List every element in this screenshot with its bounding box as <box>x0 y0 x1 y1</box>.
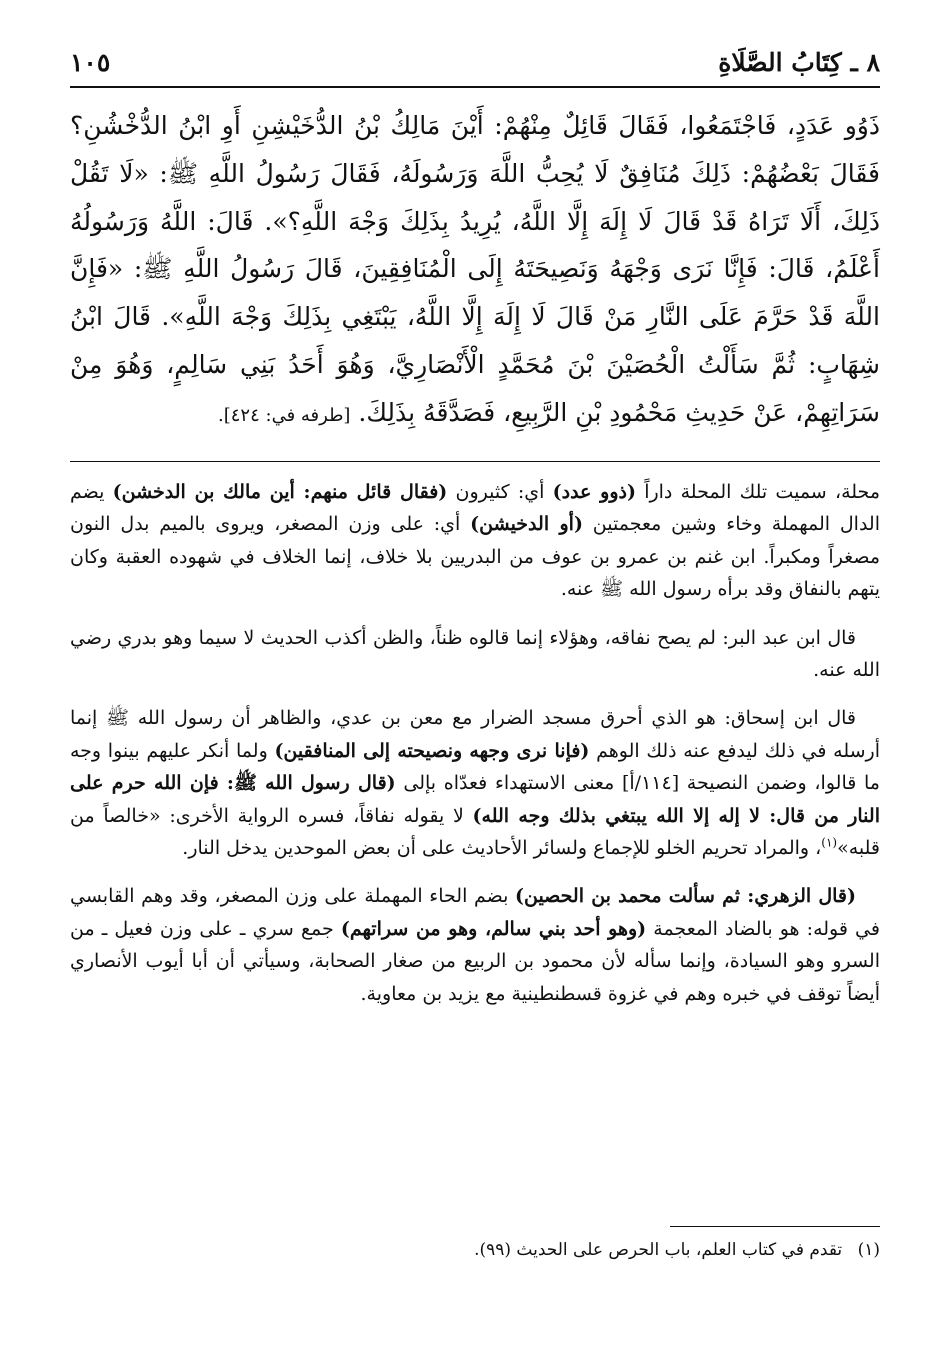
footnote <box>70 1236 880 1264</box>
chapter-title: ٨ ـ كِتَابُ الصَّلَاةِ <box>718 47 880 77</box>
commentary-paragraph-3 <box>70 702 880 864</box>
quoted-lemma: (ذوو عدد) <box>552 481 636 503</box>
text-run: لا يقوله نفاقاً، فسره الرواية الأخرى: «خالصاً من قلبه» <box>70 804 880 860</box>
footnote-number: (١) <box>857 1240 880 1260</box>
quoted-lemma: (قال رسول الله ﷺ: فإن الله حرم على النار من قال: لا إله إلا الله يبتغي بذلك وجه الله) <box>70 772 880 827</box>
quoted-lemma: (أو الدخيشن) <box>470 513 583 536</box>
footnote-text: تقدم في كتاب العلم، باب الحرص على الحديث (٩٩). <box>474 1240 843 1260</box>
commentary-paragraph-2: قال ابن عبد البر: لم يصح نفاقه، وهؤلاء إنما قالوه ظناً، والظن أكذب الحديث لا سيما وهو بدري رضي الله عنه. <box>70 626 880 682</box>
commentary-paragraph-4 <box>70 880 880 1010</box>
text-run: جمع سري ـ على وزن فعيل ـ من السرو وهو السيادة، وإنما سأله لأن محمود بن الربيع من صغار الصحابة، وسيأتي أن أبا أيوب الأنصاري أيضاً توقف في خبره وهم في غزوة قسطنطينية مع يزيد بن معاوية. <box>70 917 880 1005</box>
page-number: ١٠٥ <box>70 47 111 77</box>
text-run: يضم الدال المهملة وخاء وشين معجمتين <box>70 481 880 536</box>
header-rule <box>70 86 880 88</box>
quoted-lemma: (فقال قائل منهم: أين مالك بن الدخشن) <box>112 481 448 503</box>
hadith-body: ذَوُو عَدَدٍ، فَاجْتَمَعُوا، فَقَالَ قَائِلٌ مِنْهُمْ: أَيْنَ مَالِكُ بْنُ الدُّخَيْشِنِ أَوِ ابْنُ الدُّخْشُنِ؟ فَقَالَ بَعْضُهُمْ: ذَلِكَ مُنَافِقٌ لَا يُحِبُّ اللَّهَ وَرَسُولَهُ، فَقَالَ رَسُولُ اللَّهِ ﷺ: «لَا تَقُلْ ذَلِكَ، أَلَا تَرَاهُ قَدْ قَالَ لَا إِلَهَ إِلَّا اللَّهُ، يُرِيدُ بِذَلِكَ وَجْهَ اللَّهِ؟». قَالَ: اللَّهُ وَرَسُولُهُ أَعْلَمُ، قَالَ: فَإِنَّا نَرَى وَجْهَهُ وَنَصِيحَتَهُ إِلَى الْمُنَافِقِينَ، قَالَ رَسُولُ اللَّهِ ﷺ: «فَإِنَّ اللَّهَ قَدْ حَرَّمَ عَلَى النَّارِ مَنْ قَالَ لَا إِلَهَ إِلَّا اللَّهُ، يَبْتَغِي بِذَلِكَ وَجْهَ اللَّهِ». قَالَ ابْنُ شِهَابٍ: ثُمَّ سَأَلْتُ الْحُصَيْنَ بْنَ مُحَمَّدٍ الْأَنْصَارِيَّ، وَهُوَ أَحَدُ بَنِي سَالِمٍ، وَهُوَ مِنْ سَرَاتِهِمْ، عَنْ حَدِيثِ مَحْمُودِ بْنِ الرَّبِيعِ، فَصَدَّقَهُ بِذَلِكَ. <box>70 111 880 427</box>
footnote-rule <box>670 1226 880 1227</box>
quoted-lemma: (وهو أحد بني سالم، وهو من سراتهم) <box>340 917 647 940</box>
separator-rule <box>70 461 880 462</box>
commentary-paragraph-1 <box>70 476 880 606</box>
text-run: محلة، سميت تلك المحلة داراً <box>635 481 880 503</box>
text-run: ولما أنكر عليهم بينوا وجه ما قالوا، وضمن النصيحة [١١٤/أ] معنى الاستهداء فعدّاه بإلى <box>70 739 880 795</box>
text-run: أي: كثيرون <box>447 481 553 503</box>
text-run: بضم الحاء المهملة على وزن المصغر، وقد وهم القابسي في قوله: هو بالضاد المعجمة <box>70 885 880 940</box>
quoted-lemma: (فإنا نرى وجهه ونصيحته إلى المنافقين) <box>274 739 590 762</box>
cross-reference: [طرفه في: ٤٢٤]. <box>218 404 351 426</box>
footnote-marker[interactable]: (١) <box>821 835 838 850</box>
running-header <box>70 42 880 82</box>
text-run: قال ابن إسحاق: هو الذي أحرق مسجد الضرار مع معن بن عدي، والظاهر أن رسول الله ﷺ إنما أرسله في ذلك ليدفع عنه ذلك الوهم <box>70 707 880 762</box>
hadith-text <box>70 102 880 440</box>
text-run: أي: على وزن المصغر، ويروى بالميم بدل النون مصغراً ومكبراً. ابن غنم بن عمرو بن عوف من البدريين بلا خلاف، إنما الخلاف في شهوده العقبة وكان يتهم بالنفاق وقد برأه رسول الله ﷺ عنه. <box>70 513 880 601</box>
text-run: ، والمراد تحريم الخلو للإجماع ولسائر الأحاديث على أن بعض الموحدين يدخل النار. <box>182 837 822 860</box>
quoted-lemma: (قال الزهري: ثم سألت محمد بن الحصين) <box>515 885 856 908</box>
commentary <box>70 476 880 1026</box>
